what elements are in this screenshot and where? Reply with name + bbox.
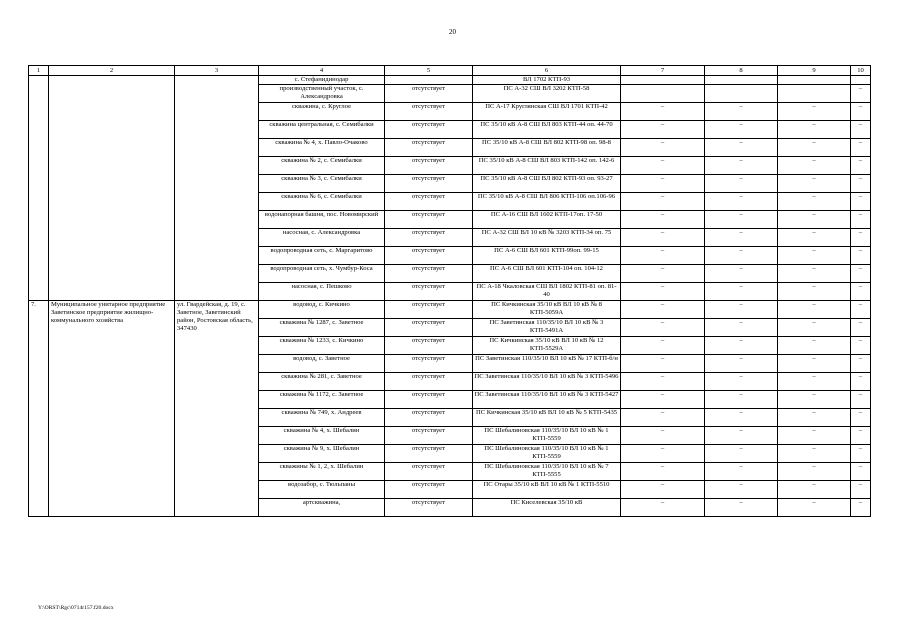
org-name-cell: Муниципальное унитарное предприятие Заветинское предприятие жилищно-коммунального хозяйства bbox=[49, 301, 175, 517]
value-cell: – bbox=[851, 319, 871, 337]
document-table bbox=[28, 65, 871, 517]
value-cell: – bbox=[851, 193, 871, 211]
value-cell: – bbox=[621, 121, 705, 139]
value-cell: – bbox=[851, 247, 871, 265]
value-cell: – bbox=[778, 445, 851, 463]
value-cell: – bbox=[778, 355, 851, 373]
value-cell: – bbox=[621, 283, 705, 301]
value-cell: – bbox=[621, 301, 705, 319]
value-cell: – bbox=[621, 499, 705, 517]
value-cell: – bbox=[778, 283, 851, 301]
value-cell: – bbox=[621, 229, 705, 247]
col-header: 3 bbox=[175, 66, 259, 76]
value-cell: – bbox=[778, 337, 851, 355]
value-cell: – bbox=[851, 409, 871, 427]
object-cell: водовод, с. Заветное bbox=[259, 355, 385, 373]
object-cell: насосная, с. Александровка bbox=[259, 229, 385, 247]
value-cell: – bbox=[778, 193, 851, 211]
substation-cell: ПС А-18 Чкаловская СШ ВЛ 1802 КТП-81 оп. 81-40 bbox=[473, 283, 621, 301]
object-cell: артскважина, bbox=[259, 499, 385, 517]
status-cell: отсутствует bbox=[385, 103, 473, 121]
value-cell: – bbox=[621, 211, 705, 229]
object-cell: скважина № 749, х. Андреев bbox=[259, 409, 385, 427]
status-cell: отсутствует bbox=[385, 373, 473, 391]
column-number-row bbox=[29, 66, 871, 76]
value-cell: – bbox=[851, 139, 871, 157]
status-cell: отсутствует bbox=[385, 337, 473, 355]
object-cell: скважины № 1, 2, х. Шебалин bbox=[259, 463, 385, 481]
value-cell: – bbox=[851, 211, 871, 229]
substation-cell: ПС Заветинская 110/35/10 ВЛ 10 кВ № 3 КТП-5427 bbox=[473, 391, 621, 409]
value-cell: – bbox=[778, 265, 851, 283]
value-cell bbox=[621, 76, 705, 85]
value-cell: – bbox=[705, 121, 778, 139]
substation-cell: ПС 35/10 кВ А-8 СШ ВЛ 806 КТП-106 оп.106-96 bbox=[473, 193, 621, 211]
value-cell: – bbox=[778, 139, 851, 157]
value-cell: – bbox=[705, 319, 778, 337]
substation-cell: ВЛ 1702 КТП-93 bbox=[473, 76, 621, 85]
value-cell: – bbox=[778, 319, 851, 337]
status-cell: отсутствует bbox=[385, 175, 473, 193]
value-cell: – bbox=[851, 85, 871, 103]
value-cell: – bbox=[851, 301, 871, 319]
value-cell: – bbox=[778, 211, 851, 229]
status-cell: отсутствует bbox=[385, 139, 473, 157]
object-cell: производственный участок, с. Александровка bbox=[259, 85, 385, 103]
value-cell: – bbox=[705, 139, 778, 157]
value-cell: – bbox=[851, 175, 871, 193]
value-cell: – bbox=[621, 157, 705, 175]
object-cell: скважина № 6, с. Семибалки bbox=[259, 193, 385, 211]
object-cell: водозабор, с. Тюльпаны bbox=[259, 481, 385, 499]
value-cell: – bbox=[705, 481, 778, 499]
col-header: 4 bbox=[259, 66, 385, 76]
value-cell: – bbox=[621, 409, 705, 427]
value-cell: – bbox=[851, 103, 871, 121]
value-cell: – bbox=[851, 157, 871, 175]
substation-cell: ПС Шебалиновская 110/35/10 ВЛ 10 кВ № 1 КТП-5559 bbox=[473, 427, 621, 445]
status-cell: отсутствует bbox=[385, 121, 473, 139]
value-cell: – bbox=[621, 463, 705, 481]
col-header: 7 bbox=[621, 66, 705, 76]
substation-cell: ПС А-32 СШ ВЛ 10 кВ № 3203 КТП-34 оп. 75 bbox=[473, 229, 621, 247]
col-header: 1 bbox=[29, 66, 49, 76]
substation-cell: ПС Кичкинская 35/10 кВ ВЛ 10 кВ № 12 КТП-5529А bbox=[473, 337, 621, 355]
value-cell bbox=[778, 76, 851, 85]
value-cell bbox=[851, 76, 871, 85]
value-cell: – bbox=[621, 445, 705, 463]
status-cell: отсутствует bbox=[385, 463, 473, 481]
value-cell: – bbox=[705, 337, 778, 355]
value-cell: – bbox=[851, 355, 871, 373]
value-cell bbox=[705, 76, 778, 85]
status-cell: отсутствует bbox=[385, 481, 473, 499]
value-cell: – bbox=[705, 463, 778, 481]
value-cell: – bbox=[705, 283, 778, 301]
substation-cell: ПС А-17 Круглянская СШ ВЛ 1701 КТП-42 bbox=[473, 103, 621, 121]
value-cell bbox=[705, 85, 778, 103]
value-cell: – bbox=[705, 355, 778, 373]
value-cell: – bbox=[851, 283, 871, 301]
value-cell: – bbox=[851, 427, 871, 445]
value-cell: – bbox=[705, 499, 778, 517]
value-cell: – bbox=[621, 337, 705, 355]
substation-cell: ПС Киселевская 35/10 кВ bbox=[473, 499, 621, 517]
value-cell: – bbox=[778, 301, 851, 319]
substation-cell: ПС А-6 СШ ВЛ 601 КТП-99оп. 99-15 bbox=[473, 247, 621, 265]
col-header: 6 bbox=[473, 66, 621, 76]
substation-cell: ПС Шебалиновская 110/35/10 ВЛ 10 кВ № 7 КТП-5555 bbox=[473, 463, 621, 481]
status-cell: отсутствует bbox=[385, 247, 473, 265]
value-cell: – bbox=[705, 193, 778, 211]
value-cell: – bbox=[621, 427, 705, 445]
object-cell: скважина, с. Круглое bbox=[259, 103, 385, 121]
value-cell bbox=[778, 85, 851, 103]
table-row bbox=[29, 76, 871, 85]
table-body bbox=[29, 66, 871, 517]
value-cell: – bbox=[778, 157, 851, 175]
substation-cell: ПС Отары 35/10 кВ ВЛ 10 кВ № 1 КТП-5510 bbox=[473, 481, 621, 499]
value-cell: – bbox=[778, 463, 851, 481]
col-header: 5 bbox=[385, 66, 473, 76]
file-path-footer: Y:\ORST\Rgc\0714r157.f20.docx bbox=[38, 605, 114, 611]
value-cell: – bbox=[621, 481, 705, 499]
status-cell: отсутствует bbox=[385, 85, 473, 103]
value-cell: – bbox=[621, 175, 705, 193]
value-cell: – bbox=[851, 337, 871, 355]
object-cell: скважина № 1172, с. Заветное bbox=[259, 391, 385, 409]
substation-cell: ПС Шебалиновская 110/35/10 ВЛ 10 кВ № 1 КТП-5559 bbox=[473, 445, 621, 463]
col-header: 9 bbox=[778, 66, 851, 76]
table-row bbox=[29, 301, 871, 319]
value-cell: – bbox=[778, 175, 851, 193]
value-cell: – bbox=[851, 391, 871, 409]
status-cell: отсутствует bbox=[385, 355, 473, 373]
object-cell: скважина № 281, с. Заветное bbox=[259, 373, 385, 391]
empty-cell bbox=[49, 76, 175, 301]
value-cell: – bbox=[621, 355, 705, 373]
value-cell: – bbox=[778, 247, 851, 265]
value-cell: – bbox=[705, 247, 778, 265]
status-cell: отсутствует bbox=[385, 391, 473, 409]
object-cell: с. Стефанидинодар bbox=[259, 76, 385, 85]
empty-cell bbox=[29, 76, 49, 301]
substation-cell: ПС А-32 СШ ВЛ 3202 КТП-58 bbox=[473, 85, 621, 103]
value-cell: – bbox=[621, 139, 705, 157]
value-cell: – bbox=[851, 481, 871, 499]
object-cell: водовод, с. Кичкино bbox=[259, 301, 385, 319]
substation-cell: ПС 35/10 кВ А-8 СШ ВЛ 802 КТП-98 оп. 98-8 bbox=[473, 139, 621, 157]
status-cell: отсутствует bbox=[385, 499, 473, 517]
value-cell: – bbox=[705, 229, 778, 247]
object-cell: скважина № 1233, с. Кичкино bbox=[259, 337, 385, 355]
object-cell: водопроводная сеть, с. Маргаритово bbox=[259, 247, 385, 265]
value-cell: – bbox=[621, 103, 705, 121]
value-cell: – bbox=[778, 121, 851, 139]
value-cell: – bbox=[705, 265, 778, 283]
value-cell: – bbox=[705, 175, 778, 193]
status-cell: отсутствует bbox=[385, 193, 473, 211]
substation-cell: ПС Заветинская 110/35/10 ВЛ 10 кВ № 3 КТП-5496 bbox=[473, 373, 621, 391]
substation-cell: ПС 35/10 кВ А-8 СШ ВЛ 803 КТП-44 оп. 44-70 bbox=[473, 121, 621, 139]
value-cell: – bbox=[851, 265, 871, 283]
value-cell: – bbox=[705, 373, 778, 391]
value-cell: – bbox=[705, 427, 778, 445]
status-cell: отсутствует bbox=[385, 409, 473, 427]
substation-cell: ПС А-16 СШ ВЛ 1602 КТП-17оп. 17-50 bbox=[473, 211, 621, 229]
substation-cell: ПС 35/10 кВ А-8 СШ ВЛ 803 КТП-142 оп. 142-6 bbox=[473, 157, 621, 175]
status-cell: отсутствует bbox=[385, 319, 473, 337]
status-cell: отсутствует bbox=[385, 211, 473, 229]
value-cell: – bbox=[621, 391, 705, 409]
status-cell: отсутствует bbox=[385, 229, 473, 247]
value-cell: – bbox=[778, 373, 851, 391]
value-cell: – bbox=[705, 409, 778, 427]
value-cell: – bbox=[705, 157, 778, 175]
substation-cell: ПС 35/10 кВ А-8 СШ ВЛ 802 КТП-93 оп. 93-27 bbox=[473, 175, 621, 193]
object-cell: скважина № 2, с. Семибалки bbox=[259, 157, 385, 175]
value-cell: – bbox=[778, 481, 851, 499]
col-header: 8 bbox=[705, 66, 778, 76]
value-cell: – bbox=[778, 229, 851, 247]
value-cell: – bbox=[621, 265, 705, 283]
object-cell: скважина № 1287, с. Заветное bbox=[259, 319, 385, 337]
org-number-cell: 7. bbox=[29, 301, 49, 517]
empty-cell bbox=[175, 76, 259, 301]
value-cell: – bbox=[621, 193, 705, 211]
value-cell bbox=[621, 85, 705, 103]
value-cell: – bbox=[778, 409, 851, 427]
org-address-cell: ул. Гвардейская, д. 19, с. Заветное, Заветинский район, Ростовская область, 347430 bbox=[175, 301, 259, 517]
object-cell: скважина центральная, с. Семибалки bbox=[259, 121, 385, 139]
value-cell: – bbox=[621, 319, 705, 337]
value-cell: – bbox=[621, 373, 705, 391]
object-cell: насосная, с. Пешково bbox=[259, 283, 385, 301]
value-cell: – bbox=[705, 103, 778, 121]
object-cell: скважина № 4, х. Павло-Очаково bbox=[259, 139, 385, 157]
object-cell: скважина № 3, с. Семибалки bbox=[259, 175, 385, 193]
value-cell: – bbox=[851, 229, 871, 247]
value-cell: – bbox=[778, 391, 851, 409]
value-cell: – bbox=[851, 373, 871, 391]
substation-cell: ПС Кичкинская 35/10 кВ ВЛ 10 кВ № 5 КТП-5435 bbox=[473, 409, 621, 427]
substation-cell: ПС Заветинская 110/35/10 ВЛ 10 кВ № 17 КТП-б/н bbox=[473, 355, 621, 373]
value-cell: – bbox=[851, 445, 871, 463]
value-cell: – bbox=[778, 103, 851, 121]
substation-cell: ПС Заветинская 110/35/10 ВЛ 10 кВ № 3 КТП-5491А bbox=[473, 319, 621, 337]
status-cell: отсутствует bbox=[385, 157, 473, 175]
status-cell: отсутствует bbox=[385, 265, 473, 283]
object-cell: водонапорная башня, пос. Новомирский bbox=[259, 211, 385, 229]
substation-cell: ПС А-6 СШ ВЛ 601 КТП-104 оп. 104-12 bbox=[473, 265, 621, 283]
value-cell: – bbox=[851, 499, 871, 517]
status-cell: отсутствует bbox=[385, 427, 473, 445]
status-cell: отсутствует bbox=[385, 445, 473, 463]
value-cell: – bbox=[705, 445, 778, 463]
status-cell: отсутствует bbox=[385, 301, 473, 319]
value-cell: – bbox=[621, 247, 705, 265]
value-cell: – bbox=[778, 499, 851, 517]
value-cell: – bbox=[851, 121, 871, 139]
status-cell bbox=[385, 76, 473, 85]
object-cell: скважина № 4, х. Шебалин bbox=[259, 427, 385, 445]
col-header: 2 bbox=[49, 66, 175, 76]
page-number: 20 bbox=[449, 28, 456, 36]
value-cell: – bbox=[851, 463, 871, 481]
value-cell: – bbox=[705, 301, 778, 319]
object-cell: скважина № 9, х. Шебалин bbox=[259, 445, 385, 463]
value-cell: – bbox=[778, 427, 851, 445]
col-header: 10 bbox=[851, 66, 871, 76]
object-cell: водопроводная сеть, х. Чумбур-Коса bbox=[259, 265, 385, 283]
status-cell: отсутствует bbox=[385, 283, 473, 301]
value-cell: – bbox=[705, 211, 778, 229]
substation-cell: ПС Кичкинская 35/10 кВ ВЛ 10 кВ № 8 КТП-5059А bbox=[473, 301, 621, 319]
value-cell: – bbox=[705, 391, 778, 409]
